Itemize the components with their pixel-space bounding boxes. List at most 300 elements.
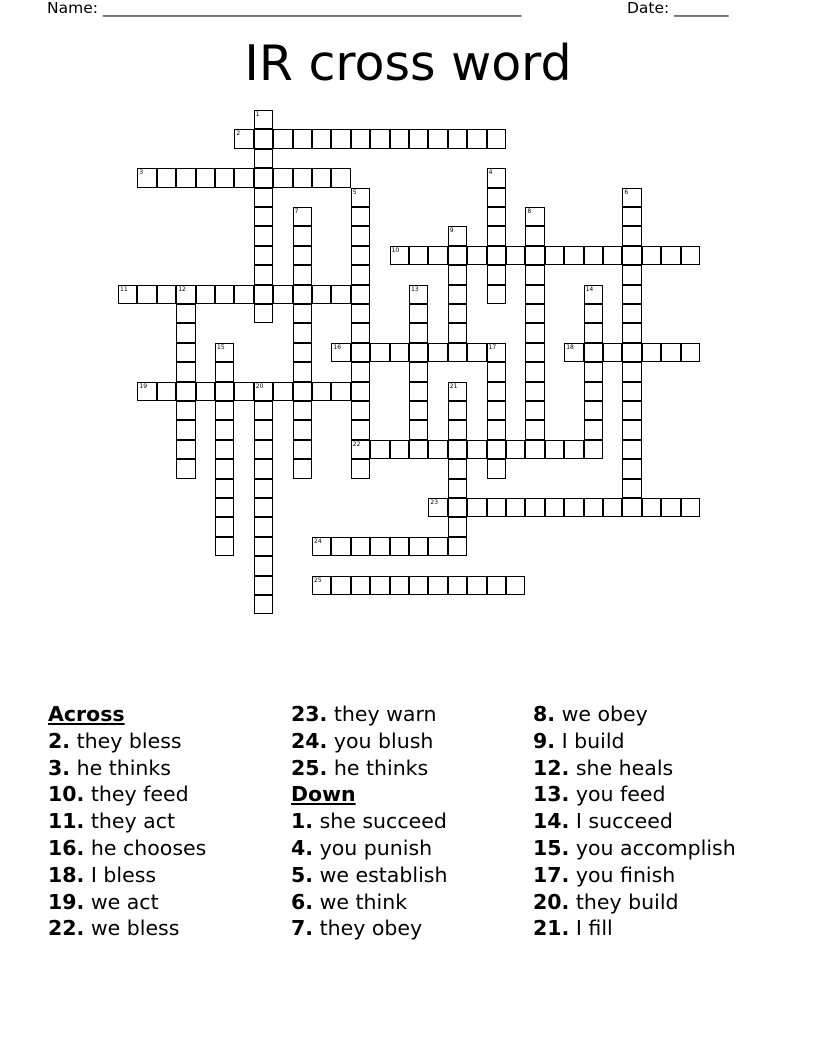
crossword-cell[interactable]: [487, 188, 506, 207]
crossword-cell[interactable]: [293, 401, 312, 420]
cell-number: 11: [120, 285, 128, 293]
crossword-cell[interactable]: [448, 401, 467, 420]
crossword-cell[interactable]: [254, 382, 273, 401]
crossword-cell[interactable]: [584, 362, 603, 381]
cell-number: 12: [178, 285, 186, 293]
crossword-cell[interactable]: [293, 323, 312, 342]
crossword-cell[interactable]: [622, 207, 641, 226]
crossword-cell[interactable]: [176, 343, 195, 362]
crossword-cell[interactable]: [254, 459, 273, 478]
crossword-cell[interactable]: [448, 382, 467, 401]
crossword-cell[interactable]: [293, 246, 312, 265]
crossword-cell[interactable]: [642, 498, 661, 517]
crossword-cell[interactable]: [409, 285, 428, 304]
crossword-cell[interactable]: [215, 440, 234, 459]
crossword-cell[interactable]: [564, 498, 583, 517]
crossword-cell[interactable]: [506, 440, 525, 459]
clue-number: 19.: [48, 889, 85, 914]
crossword-cell[interactable]: [215, 459, 234, 478]
crossword-cell[interactable]: [622, 323, 641, 342]
crossword-cell[interactable]: [351, 537, 370, 556]
crossword-cell[interactable]: [351, 576, 370, 595]
crossword-cell[interactable]: [293, 459, 312, 478]
crossword-cell[interactable]: [273, 382, 292, 401]
cell-number: 16: [333, 343, 342, 351]
crossword-cell[interactable]: [312, 382, 331, 401]
crossword-cell[interactable]: [642, 343, 661, 362]
crossword-cell[interactable]: [293, 382, 312, 401]
crossword-cell[interactable]: [487, 440, 506, 459]
date-field[interactable]: Date: _______: [627, 0, 729, 17]
crossword-cell[interactable]: [254, 595, 273, 614]
crossword-cell[interactable]: [254, 556, 273, 575]
clue-text: we act: [84, 889, 159, 914]
cell-number: 9: [449, 227, 454, 235]
clue-number: 16.: [48, 835, 85, 860]
name-field[interactable]: Name: ______________________________________________________: [47, 0, 522, 17]
crossword-cell[interactable]: [370, 129, 389, 148]
crossword-cell[interactable]: [254, 440, 273, 459]
crossword-cell[interactable]: [196, 168, 215, 187]
clue-number: 4.: [291, 835, 314, 860]
crossword-cell[interactable]: [254, 285, 273, 304]
crossword-cell[interactable]: [487, 285, 506, 304]
crossword-cell[interactable]: [331, 168, 350, 187]
crossword-cell[interactable]: [448, 537, 467, 556]
clue-number: 20.: [533, 889, 570, 914]
crossword-cell[interactable]: [390, 440, 409, 459]
crossword-cell[interactable]: [622, 265, 641, 284]
crossword-cell[interactable]: [409, 304, 428, 323]
clue-column-1: [48, 701, 308, 942]
crossword-cell[interactable]: [176, 323, 195, 342]
crossword-cell[interactable]: [351, 401, 370, 420]
crossword-cell[interactable]: [448, 129, 467, 148]
crossword-cell[interactable]: [293, 420, 312, 439]
crossword-cell[interactable]: [176, 168, 195, 187]
crossword-cell[interactable]: [254, 537, 273, 556]
crossword-cell[interactable]: [487, 498, 506, 517]
crossword-cell[interactable]: [448, 498, 467, 517]
crossword-cell[interactable]: [409, 537, 428, 556]
crossword-cell[interactable]: [428, 537, 447, 556]
clue-item: [291, 862, 551, 889]
crossword-cell[interactable]: [254, 110, 273, 129]
clue-item: [48, 781, 308, 808]
crossword-cell[interactable]: [448, 459, 467, 478]
crossword-cell[interactable]: [351, 207, 370, 226]
cell-number: 2: [236, 130, 241, 138]
cell-number: 7: [294, 208, 299, 215]
crossword-cell[interactable]: [622, 479, 641, 498]
crossword-cell[interactable]: [428, 576, 447, 595]
crossword-cell[interactable]: [525, 382, 544, 401]
crossword-cell[interactable]: [331, 537, 350, 556]
crossword-cell[interactable]: [428, 343, 447, 362]
crossword-cell[interactable]: [584, 246, 603, 265]
crossword-cell[interactable]: [603, 343, 622, 362]
crossword-cell[interactable]: [487, 265, 506, 284]
crossword-cell[interactable]: [525, 323, 544, 342]
crossword-cell[interactable]: [176, 459, 195, 478]
crossword-cell[interactable]: [584, 285, 603, 304]
cell-number: 25: [314, 576, 322, 584]
clue-item: [291, 808, 551, 835]
crossword-cell[interactable]: [428, 129, 447, 148]
cell-number: 6: [624, 188, 629, 196]
crossword-cell[interactable]: [525, 498, 544, 517]
crossword-cell[interactable]: [234, 285, 253, 304]
crossword-cell[interactable]: [370, 343, 389, 362]
clue-item: [533, 808, 793, 835]
clue-item: [291, 835, 551, 862]
crossword-cell[interactable]: [254, 207, 273, 226]
clue-text: he chooses: [84, 835, 207, 860]
crossword-cell[interactable]: [487, 382, 506, 401]
crossword-cell[interactable]: [254, 265, 273, 284]
crossword-cell[interactable]: [351, 362, 370, 381]
crossword-cell[interactable]: [603, 498, 622, 517]
clue-text: she succeed: [313, 809, 447, 834]
crossword-cell[interactable]: [351, 459, 370, 478]
crossword-cell[interactable]: [584, 304, 603, 323]
crossword-cell[interactable]: [176, 304, 195, 323]
crossword-cell[interactable]: [448, 246, 467, 265]
crossword-cell[interactable]: [545, 440, 564, 459]
crossword-cell[interactable]: [157, 382, 176, 401]
crossword-cell[interactable]: [622, 420, 641, 439]
crossword-cell[interactable]: [351, 226, 370, 245]
clue-item: [533, 755, 793, 782]
crossword-cell[interactable]: [506, 498, 525, 517]
crossword-cell[interactable]: [176, 382, 195, 401]
crossword-cell[interactable]: [409, 129, 428, 148]
crossword-cell[interactable]: [525, 226, 544, 245]
crossword-cell[interactable]: [312, 168, 331, 187]
crossword-cell[interactable]: [525, 265, 544, 284]
crossword-cell[interactable]: [584, 420, 603, 439]
crossword-cell[interactable]: [622, 440, 641, 459]
clue-text: I fill: [569, 916, 613, 941]
crossword-cell[interactable]: [448, 420, 467, 439]
crossword-cell[interactable]: [293, 304, 312, 323]
crossword-cell[interactable]: [312, 129, 331, 148]
crossword-cell[interactable]: [176, 440, 195, 459]
crossword-cell[interactable]: [254, 420, 273, 439]
crossword-cell[interactable]: [370, 576, 389, 595]
crossword-cell[interactable]: [331, 129, 350, 148]
crossword-cell[interactable]: [487, 420, 506, 439]
crossword-cell[interactable]: [215, 362, 234, 381]
crossword-cell[interactable]: [545, 498, 564, 517]
crossword-cell[interactable]: [487, 576, 506, 595]
crossword-cell[interactable]: [622, 246, 641, 265]
crossword-cell[interactable]: [312, 576, 331, 595]
crossword-cell[interactable]: [525, 304, 544, 323]
clue-item: [533, 862, 793, 889]
clue-text: he thinks: [70, 755, 171, 780]
crossword-cell[interactable]: [487, 401, 506, 420]
crossword-cell[interactable]: [351, 343, 370, 362]
crossword-cell[interactable]: [254, 149, 273, 168]
crossword-cell[interactable]: [681, 343, 700, 362]
crossword-cell[interactable]: [584, 323, 603, 342]
crossword-cell[interactable]: [448, 479, 467, 498]
crossword-cell[interactable]: [448, 343, 467, 362]
crossword-cell[interactable]: [525, 207, 544, 226]
crossword-cell[interactable]: [215, 382, 234, 401]
crossword-cell[interactable]: [467, 343, 486, 362]
crossword-cell[interactable]: [331, 343, 350, 362]
crossword-cell[interactable]: [137, 382, 156, 401]
clue-item: [291, 728, 551, 755]
clue-item: [48, 915, 308, 942]
crossword-cell[interactable]: [409, 343, 428, 362]
crossword-cell[interactable]: [351, 420, 370, 439]
crossword-cell[interactable]: [215, 401, 234, 420]
crossword-cell[interactable]: [506, 246, 525, 265]
crossword-cell[interactable]: [622, 188, 641, 207]
crossword-cell[interactable]: [428, 246, 447, 265]
crossword-cell[interactable]: [409, 440, 428, 459]
crossword-cell[interactable]: [642, 246, 661, 265]
crossword-cell[interactable]: [390, 129, 409, 148]
crossword-cell[interactable]: [390, 576, 409, 595]
crossword-cell[interactable]: [564, 440, 583, 459]
crossword-cell[interactable]: [196, 382, 215, 401]
crossword-cell[interactable]: [564, 343, 583, 362]
crossword-cell[interactable]: [137, 168, 156, 187]
crossword-cell[interactable]: [254, 188, 273, 207]
crossword-cell[interactable]: [351, 129, 370, 148]
crossword-cell[interactable]: [448, 576, 467, 595]
clue-text: we establish: [313, 862, 448, 887]
crossword-cell[interactable]: [293, 129, 312, 148]
clue-number: 3.: [48, 755, 71, 780]
crossword-cell[interactable]: [390, 537, 409, 556]
crossword-cell[interactable]: [409, 246, 428, 265]
crossword-cell[interactable]: [254, 401, 273, 420]
crossword-cell[interactable]: [467, 246, 486, 265]
crossword-cell[interactable]: [622, 382, 641, 401]
crossword-cell[interactable]: [525, 343, 544, 362]
clue-number: 15.: [533, 835, 570, 860]
crossword-cell[interactable]: [351, 304, 370, 323]
crossword-cell[interactable]: [293, 226, 312, 245]
crossword-cell[interactable]: [351, 382, 370, 401]
crossword-cell[interactable]: [351, 285, 370, 304]
crossword-cell[interactable]: [506, 576, 525, 595]
crossword-cell[interactable]: [622, 285, 641, 304]
crossword-cell[interactable]: [254, 576, 273, 595]
crossword-cell[interactable]: [525, 362, 544, 381]
crossword-cell[interactable]: [293, 362, 312, 381]
clue-item: [291, 915, 551, 942]
crossword-cell[interactable]: [176, 362, 195, 381]
crossword-cell[interactable]: [448, 440, 467, 459]
crossword-cell[interactable]: [409, 382, 428, 401]
crossword-cell[interactable]: [622, 498, 641, 517]
crossword-cell[interactable]: [409, 401, 428, 420]
crossword-cell[interactable]: [176, 285, 195, 304]
crossword-cell[interactable]: [661, 343, 680, 362]
crossword-cell[interactable]: [448, 323, 467, 342]
crossword-cell[interactable]: [234, 129, 253, 148]
crossword-cell[interactable]: [467, 440, 486, 459]
crossword-cell[interactable]: [118, 285, 137, 304]
crossword-cell[interactable]: [331, 576, 350, 595]
clue-text: we think: [313, 889, 408, 914]
crossword-cell[interactable]: [157, 285, 176, 304]
crossword-cell[interactable]: [215, 168, 234, 187]
crossword-cell[interactable]: [234, 382, 253, 401]
crossword-cell[interactable]: [157, 168, 176, 187]
cell-number: 4: [488, 169, 493, 177]
clue-item: [533, 889, 793, 916]
crossword-cell[interactable]: [293, 207, 312, 226]
crossword-cell[interactable]: [428, 440, 447, 459]
crossword-cell[interactable]: [293, 285, 312, 304]
crossword-cell[interactable]: [273, 168, 292, 187]
crossword-cell[interactable]: [196, 285, 215, 304]
crossword-cell[interactable]: [254, 304, 273, 323]
crossword-cell[interactable]: [622, 226, 641, 245]
clue-text: he thinks: [327, 755, 429, 780]
crossword-cell[interactable]: [409, 420, 428, 439]
clue-number: 12.: [533, 755, 570, 780]
crossword-cell[interactable]: [622, 304, 641, 323]
crossword-cell[interactable]: [448, 265, 467, 284]
clue-text: you accomplish: [569, 835, 736, 860]
crossword-cell[interactable]: [370, 537, 389, 556]
crossword-cell[interactable]: [525, 440, 544, 459]
crossword-cell[interactable]: [215, 420, 234, 439]
cell-number: 15: [217, 343, 225, 351]
crossword-cell[interactable]: [622, 401, 641, 420]
crossword-cell[interactable]: [254, 168, 273, 187]
crossword-cell[interactable]: [351, 188, 370, 207]
crossword-cell[interactable]: [603, 246, 622, 265]
crossword-cell[interactable]: [681, 246, 700, 265]
clue-text: we obey: [555, 702, 648, 726]
crossword-cell[interactable]: [215, 343, 234, 362]
crossword-cell[interactable]: [176, 401, 195, 420]
crossword-cell[interactable]: [584, 343, 603, 362]
crossword-cell[interactable]: [312, 285, 331, 304]
crossword-cell[interactable]: [390, 246, 409, 265]
crossword-cell[interactable]: [622, 343, 641, 362]
clue-item: [533, 781, 793, 808]
crossword-cell[interactable]: [312, 537, 331, 556]
crossword-cell[interactable]: [215, 479, 234, 498]
crossword-cell[interactable]: [448, 304, 467, 323]
crossword-cell[interactable]: [525, 401, 544, 420]
crossword-cell[interactable]: [273, 285, 292, 304]
crossword-cell[interactable]: [351, 440, 370, 459]
crossword-cell[interactable]: [467, 576, 486, 595]
crossword-cell[interactable]: [525, 420, 544, 439]
crossword-cell[interactable]: [254, 479, 273, 498]
crossword-cell[interactable]: [215, 498, 234, 517]
crossword-cell[interactable]: [448, 285, 467, 304]
crossword-cell[interactable]: [428, 498, 447, 517]
crossword-cell[interactable]: [293, 265, 312, 284]
crossword-cell[interactable]: [467, 498, 486, 517]
crossword-cell[interactable]: [215, 537, 234, 556]
crossword-cell[interactable]: [390, 343, 409, 362]
crossword-cell[interactable]: [487, 246, 506, 265]
crossword-cell[interactable]: [681, 498, 700, 517]
crossword-cell[interactable]: [448, 226, 467, 245]
crossword-cell[interactable]: [293, 168, 312, 187]
crossword-cell[interactable]: [487, 168, 506, 187]
crossword-cell[interactable]: [370, 440, 389, 459]
crossword-cell[interactable]: [487, 459, 506, 478]
crossword-cell[interactable]: [351, 323, 370, 342]
crossword-cell[interactable]: [331, 285, 350, 304]
crossword-cell[interactable]: [487, 207, 506, 226]
crossword-cell[interactable]: [487, 343, 506, 362]
crossword-cell[interactable]: [234, 168, 253, 187]
crossword-cell[interactable]: [525, 285, 544, 304]
crossword-cell[interactable]: [584, 382, 603, 401]
crossword-cell[interactable]: [409, 323, 428, 342]
crossword-cell[interactable]: [409, 362, 428, 381]
crossword-cell[interactable]: [215, 285, 234, 304]
crossword-cell[interactable]: [487, 226, 506, 245]
crossword-cell[interactable]: [351, 246, 370, 265]
crossword-cell[interactable]: [487, 129, 506, 148]
crossword-cell[interactable]: [487, 362, 506, 381]
clue-item: [48, 835, 308, 862]
clue-text: you punish: [313, 835, 433, 860]
crossword-cell[interactable]: [351, 265, 370, 284]
clue-heading: Across: [48, 702, 125, 726]
crossword-cell[interactable]: [254, 498, 273, 517]
clue-text: you blush: [327, 728, 434, 753]
cell-number: 17: [488, 343, 497, 351]
crossword-cell[interactable]: [661, 498, 680, 517]
crossword-cell[interactable]: [622, 459, 641, 478]
crossword-cell[interactable]: [622, 362, 641, 381]
crossword-cell[interactable]: [584, 440, 603, 459]
crossword-cell[interactable]: [293, 343, 312, 362]
crossword-cell[interactable]: [467, 129, 486, 148]
crossword-cell[interactable]: [215, 517, 234, 536]
cell-number: 21: [449, 382, 458, 390]
crossword-cell[interactable]: [564, 246, 583, 265]
crossword-cell[interactable]: [137, 285, 156, 304]
crossword-cell[interactable]: [545, 246, 564, 265]
crossword-cell[interactable]: [525, 246, 544, 265]
crossword-cell[interactable]: [254, 246, 273, 265]
crossword-cell[interactable]: [448, 517, 467, 536]
crossword-cell[interactable]: [293, 440, 312, 459]
crossword-cell[interactable]: [584, 498, 603, 517]
crossword-cell[interactable]: [409, 576, 428, 595]
crossword-cell[interactable]: [661, 246, 680, 265]
crossword-cell[interactable]: [254, 226, 273, 245]
clue-column-2: [291, 701, 551, 942]
crossword-cell[interactable]: [584, 401, 603, 420]
crossword-cell[interactable]: [254, 129, 273, 148]
crossword-cell[interactable]: [331, 382, 350, 401]
clue-text: I bless: [84, 862, 157, 887]
crossword-cell[interactable]: [254, 517, 273, 536]
crossword-cell[interactable]: [273, 129, 292, 148]
clue-number: 5.: [291, 862, 314, 887]
crossword-cell[interactable]: [176, 420, 195, 439]
